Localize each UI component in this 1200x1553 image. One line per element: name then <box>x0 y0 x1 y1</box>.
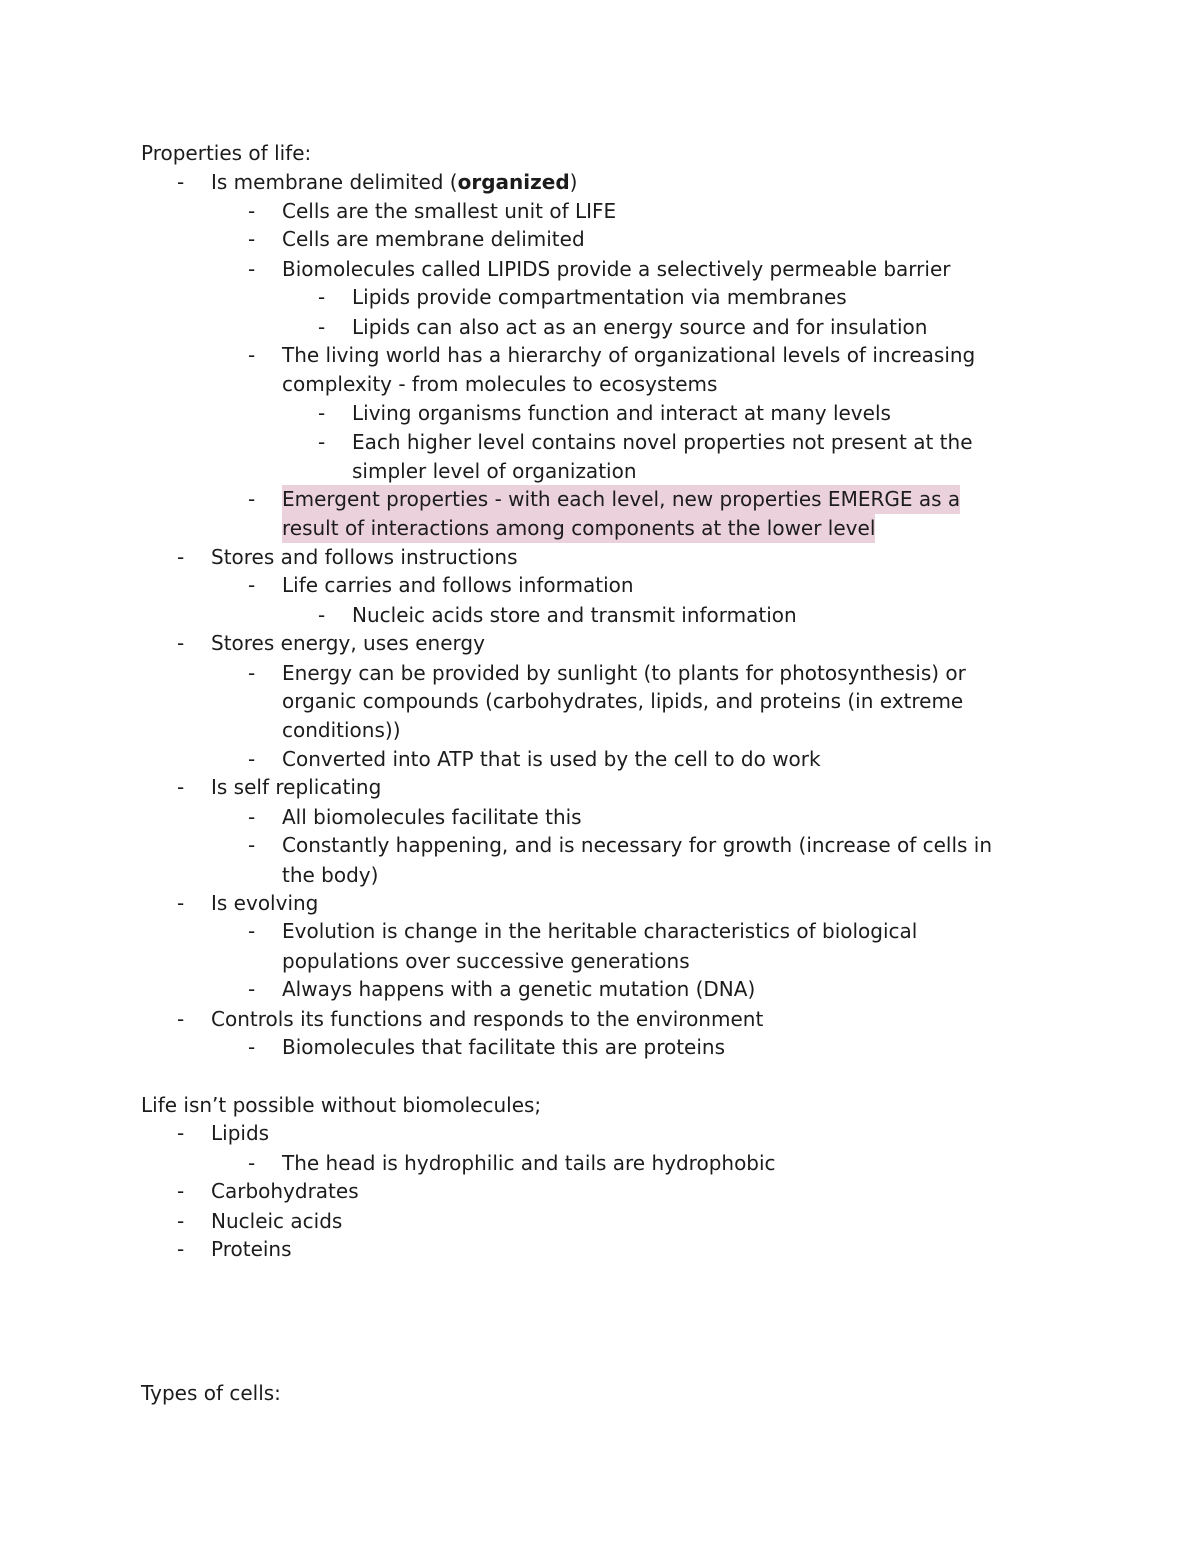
list-item-text: Biomolecules called LIPIDS provide a selectively permeable barrier <box>282 257 951 281</box>
list-item-text-continued: complexity - from molecules to ecosystems <box>282 372 718 396</box>
highlighted-text-continued: result of interactions among components at the lower level <box>282 514 875 543</box>
list-item-text: Nucleic acids <box>211 1209 343 1233</box>
membrane-text-pre: Is membrane delimited ( <box>211 170 458 194</box>
bullet-dash: - <box>177 1209 185 1233</box>
bullet-dash: - <box>318 430 326 454</box>
list-item-text: The living world has a hierarchy of organizational levels of increasing <box>282 343 976 367</box>
bullet-dash: - <box>248 1035 256 1059</box>
list-item-text: Lipids provide compartmentation via membranes <box>352 285 847 309</box>
list-item-text-continued: organic compounds (carbohydrates, lipids, and proteins (in extreme <box>282 689 964 713</box>
list-item-text: The head is hydrophilic and tails are hydrophobic <box>282 1151 776 1175</box>
bullet-dash: - <box>177 631 185 655</box>
bullet-dash: - <box>248 805 256 829</box>
bullet-dash: - <box>248 199 256 223</box>
list-item-text: Stores and follows instructions <box>211 545 518 569</box>
list-item-text: Constantly happening, and is necessary for growth (increase of cells in <box>282 833 993 857</box>
list-item-text <box>211 168 577 197</box>
list-item-text: Is self replicating <box>211 775 382 799</box>
bullet-dash: - <box>177 545 185 569</box>
bullet-dash: - <box>248 833 256 857</box>
list-item-text: Life carries and follows information <box>282 573 634 597</box>
list-item-text: Evolution is change in the heritable characteristics of biological <box>282 919 918 943</box>
bullet-dash: - <box>177 170 185 194</box>
list-item-text: Controls its functions and responds to the environment <box>211 1007 764 1031</box>
list-item-text: Nucleic acids store and transmit information <box>352 603 797 627</box>
bullet-dash: - <box>177 775 185 799</box>
list-item-text: Energy can be provided by sunlight (to plants for photosynthesis) or <box>282 661 966 685</box>
bullet-dash: - <box>248 747 256 771</box>
biomolecules-heading: Life isn’t possible without biomolecules; <box>141 1093 542 1117</box>
bullet-dash: - <box>177 1121 185 1145</box>
bullet-dash: - <box>248 661 256 685</box>
bullet-dash: - <box>248 1151 256 1175</box>
bullet-dash: - <box>177 891 185 915</box>
properties-heading: Properties of life: <box>141 141 312 165</box>
bullet-dash: - <box>318 603 326 627</box>
list-item-text: Converted into ATP that is used by the cell to do work <box>282 747 821 771</box>
list-item-text: Carbohydrates <box>211 1179 359 1203</box>
list-item-text: All biomolecules facilitate this <box>282 805 582 829</box>
list-item-text: Is evolving <box>211 891 319 915</box>
bullet-dash: - <box>177 1237 185 1261</box>
highlighted-text: Emergent properties - with each level, new properties EMERGE as a <box>282 485 960 514</box>
types-of-cells-heading: Types of cells: <box>141 1381 281 1405</box>
list-item-text: Each higher level contains novel properties not present at the <box>352 430 973 454</box>
list-item-text: Proteins <box>211 1237 292 1261</box>
bullet-dash: - <box>248 919 256 943</box>
bullet-dash: - <box>177 1179 185 1203</box>
organized-bold-text: organized <box>457 170 570 194</box>
bullet-dash: - <box>248 227 256 251</box>
list-item-text: Stores energy, uses energy <box>211 631 485 655</box>
bullet-dash: - <box>318 315 326 339</box>
bullet-dash: - <box>318 285 326 309</box>
list-item-text: Lipids <box>211 1121 270 1145</box>
bullet-dash: - <box>177 1007 185 1031</box>
membrane-text-post: ) <box>569 170 578 194</box>
list-item-text: Always happens with a genetic mutation (DNA) <box>282 977 756 1001</box>
bullet-dash: - <box>248 487 256 511</box>
list-item-text: Living organisms function and interact at many levels <box>352 401 891 425</box>
bullet-dash: - <box>318 401 326 425</box>
list-item-text-continued: simpler level of organization <box>352 459 637 483</box>
bullet-dash: - <box>248 257 256 281</box>
list-item-text-continued: conditions)) <box>282 718 401 742</box>
bullet-dash: - <box>248 977 256 1001</box>
list-item-text: Cells are membrane delimited <box>282 227 585 251</box>
list-item-text-continued: the body) <box>282 863 379 887</box>
list-item-text: Cells are the smallest unit of LIFE <box>282 199 617 223</box>
bullet-dash: - <box>248 343 256 367</box>
bullet-dash: - <box>248 573 256 597</box>
list-item-text: Lipids can also act as an energy source and for insulation <box>352 315 928 339</box>
list-item-text: Biomolecules that facilitate this are proteins <box>282 1035 726 1059</box>
list-item-text-continued: populations over successive generations <box>282 949 690 973</box>
